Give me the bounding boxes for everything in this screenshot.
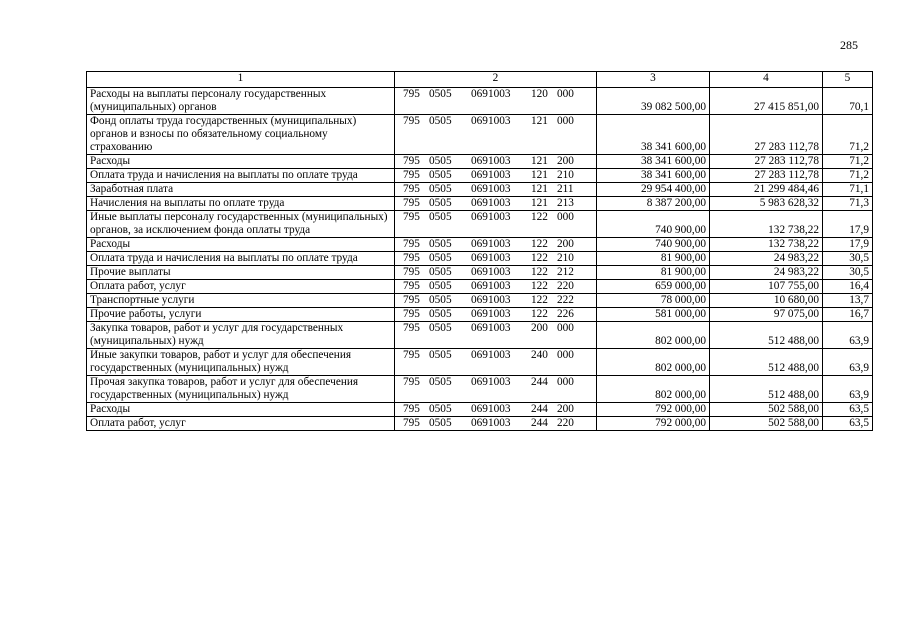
code-target-article: 0691003 — [471, 294, 511, 306]
table-row — [87, 88, 873, 115]
table-row — [87, 155, 873, 169]
code-kosgu: 220 — [557, 280, 574, 292]
code-department: 795 — [403, 417, 420, 429]
header-col-1: 1 — [87, 72, 395, 88]
row-percent: 30,5 — [823, 252, 873, 266]
row-description: Заработная плата — [87, 183, 395, 197]
row-fact-amount: 21 299 484,46 — [710, 183, 823, 197]
row-percent: 71,1 — [823, 183, 873, 197]
code-expense-type: 121 — [531, 169, 548, 181]
code-expense-type: 120 — [531, 88, 548, 100]
row-description: Фонд оплаты труда государственных (муниципальных) органов и взносы по обязательному социальному страхованию — [87, 115, 395, 155]
row-plan-amount: 81 900,00 — [597, 266, 710, 280]
code-department: 795 — [403, 238, 420, 250]
code-department: 795 — [403, 211, 420, 223]
row-description: Оплата труда и начисления на выплаты по оплате труда — [87, 252, 395, 266]
code-expense-type: 121 — [531, 183, 548, 195]
table-row — [87, 403, 873, 417]
code-expense-type: 244 — [531, 417, 548, 429]
code-department: 795 — [403, 294, 420, 306]
row-plan-amount: 659 000,00 — [597, 280, 710, 294]
row-fact-amount: 27 283 112,78 — [710, 155, 823, 169]
budget-table — [86, 71, 873, 431]
code-expense-type: 121 — [531, 155, 548, 167]
row-fact-amount: 502 588,00 — [710, 403, 823, 417]
code-section: 0505 — [429, 169, 452, 181]
code-target-article: 0691003 — [471, 308, 511, 320]
code-expense-type: 122 — [531, 252, 548, 264]
table-header — [87, 72, 873, 88]
code-kosgu: 200 — [557, 403, 574, 415]
code-section: 0505 — [429, 403, 452, 415]
code-kosgu: 000 — [557, 88, 574, 100]
code-expense-type: 121 — [531, 197, 548, 209]
row-codes — [395, 417, 597, 431]
row-description: Иные закупки товаров, работ и услуг для обеспечения государственных (муниципальных) нужд — [87, 349, 395, 376]
row-description: Прочие выплаты — [87, 266, 395, 280]
table-row — [87, 294, 873, 308]
code-section: 0505 — [429, 266, 452, 278]
row-fact-amount: 27 415 851,00 — [710, 88, 823, 115]
code-kosgu: 213 — [557, 197, 574, 209]
code-target-article: 0691003 — [471, 376, 511, 388]
row-codes — [395, 403, 597, 417]
table-row — [87, 349, 873, 376]
row-description: Оплата труда и начисления на выплаты по оплате труда — [87, 169, 395, 183]
code-department: 795 — [403, 169, 420, 181]
table-row — [87, 252, 873, 266]
row-percent: 71,2 — [823, 169, 873, 183]
row-description: Расходы на выплаты персоналу государственных (муниципальных) органов — [87, 88, 395, 115]
row-codes — [395, 280, 597, 294]
code-target-article: 0691003 — [471, 403, 511, 415]
code-kosgu: 210 — [557, 169, 574, 181]
code-target-article: 0691003 — [471, 238, 511, 250]
table-row — [87, 183, 873, 197]
code-section: 0505 — [429, 252, 452, 264]
code-department: 795 — [403, 183, 420, 195]
code-expense-type: 122 — [531, 238, 548, 250]
code-department: 795 — [403, 197, 420, 209]
code-section: 0505 — [429, 183, 452, 195]
row-fact-amount: 512 488,00 — [710, 322, 823, 349]
code-department: 795 — [403, 88, 420, 100]
code-kosgu: 200 — [557, 155, 574, 167]
row-description: Оплата работ, услуг — [87, 417, 395, 431]
row-codes — [395, 376, 597, 403]
code-department: 795 — [403, 115, 420, 127]
table-row — [87, 322, 873, 349]
row-fact-amount: 10 680,00 — [710, 294, 823, 308]
row-percent: 63,5 — [823, 403, 873, 417]
row-codes — [395, 88, 597, 115]
code-section: 0505 — [429, 115, 452, 127]
row-plan-amount: 39 082 500,00 — [597, 88, 710, 115]
code-target-article: 0691003 — [471, 169, 511, 181]
row-codes — [395, 349, 597, 376]
code-section: 0505 — [429, 376, 452, 388]
table-row — [87, 308, 873, 322]
code-kosgu: 000 — [557, 322, 574, 334]
table-row — [87, 238, 873, 252]
table-row — [87, 197, 873, 211]
code-section: 0505 — [429, 417, 452, 429]
row-plan-amount: 78 000,00 — [597, 294, 710, 308]
code-expense-type: 122 — [531, 266, 548, 278]
row-description: Закупка товаров, работ и услуг для государственных (муниципальных) нужд — [87, 322, 395, 349]
row-percent: 17,9 — [823, 211, 873, 238]
code-expense-type: 122 — [531, 280, 548, 292]
row-codes — [395, 115, 597, 155]
row-description: Расходы — [87, 155, 395, 169]
code-target-article: 0691003 — [471, 417, 511, 429]
row-codes — [395, 183, 597, 197]
row-fact-amount: 502 588,00 — [710, 417, 823, 431]
row-description: Иные выплаты персоналу государственных (муниципальных) органов, за исключением фонда оплаты труда — [87, 211, 395, 238]
code-kosgu: 211 — [557, 183, 574, 195]
header-col-3: 3 — [597, 72, 710, 88]
row-description: Расходы — [87, 238, 395, 252]
row-description: Прочая закупка товаров, работ и услуг для обеспечения государственных (муниципальных) нужд — [87, 376, 395, 403]
code-kosgu: 212 — [557, 266, 574, 278]
page-number: 285 — [840, 38, 858, 52]
row-description: Расходы — [87, 403, 395, 417]
row-codes — [395, 197, 597, 211]
row-plan-amount: 581 000,00 — [597, 308, 710, 322]
row-codes — [395, 308, 597, 322]
row-plan-amount: 29 954 400,00 — [597, 183, 710, 197]
table-row — [87, 169, 873, 183]
code-target-article: 0691003 — [471, 197, 511, 209]
row-percent: 17,9 — [823, 238, 873, 252]
code-department: 795 — [403, 349, 420, 361]
code-section: 0505 — [429, 88, 452, 100]
row-plan-amount: 38 341 600,00 — [597, 115, 710, 155]
table-body — [87, 88, 873, 431]
code-department: 795 — [403, 280, 420, 292]
code-target-article: 0691003 — [471, 252, 511, 264]
row-fact-amount: 512 488,00 — [710, 349, 823, 376]
code-section: 0505 — [429, 294, 452, 306]
code-expense-type: 121 — [531, 115, 548, 127]
row-fact-amount: 107 755,00 — [710, 280, 823, 294]
code-target-article: 0691003 — [471, 115, 511, 127]
row-percent: 13,7 — [823, 294, 873, 308]
code-section: 0505 — [429, 322, 452, 334]
code-kosgu: 222 — [557, 294, 574, 306]
code-target-article: 0691003 — [471, 322, 511, 334]
row-fact-amount: 97 075,00 — [710, 308, 823, 322]
row-description: Транспортные услуги — [87, 294, 395, 308]
row-codes — [395, 169, 597, 183]
header-col-2: 2 — [395, 72, 597, 88]
row-codes — [395, 238, 597, 252]
code-kosgu: 000 — [557, 211, 574, 223]
row-plan-amount: 802 000,00 — [597, 322, 710, 349]
code-kosgu: 220 — [557, 417, 574, 429]
code-department: 795 — [403, 322, 420, 334]
code-section: 0505 — [429, 211, 452, 223]
code-kosgu: 210 — [557, 252, 574, 264]
row-percent: 63,9 — [823, 349, 873, 376]
row-percent: 71,3 — [823, 197, 873, 211]
row-codes — [395, 266, 597, 280]
row-percent: 63,5 — [823, 417, 873, 431]
code-section: 0505 — [429, 308, 452, 320]
code-expense-type: 122 — [531, 308, 548, 320]
code-department: 795 — [403, 252, 420, 264]
code-section: 0505 — [429, 280, 452, 292]
code-kosgu: 000 — [557, 376, 574, 388]
row-fact-amount: 132 738,22 — [710, 238, 823, 252]
table-row — [87, 376, 873, 403]
table-row — [87, 115, 873, 155]
code-target-article: 0691003 — [471, 349, 511, 361]
code-expense-type: 122 — [531, 211, 548, 223]
code-target-article: 0691003 — [471, 155, 511, 167]
row-fact-amount: 512 488,00 — [710, 376, 823, 403]
code-expense-type: 200 — [531, 322, 548, 334]
code-expense-type: 122 — [531, 294, 548, 306]
code-department: 795 — [403, 308, 420, 320]
header-col-5: 5 — [823, 72, 873, 88]
header-row — [87, 72, 873, 88]
row-codes — [395, 211, 597, 238]
row-description: Оплата работ, услуг — [87, 280, 395, 294]
code-target-article: 0691003 — [471, 183, 511, 195]
code-department: 795 — [403, 376, 420, 388]
row-plan-amount: 740 900,00 — [597, 211, 710, 238]
code-target-article: 0691003 — [471, 211, 511, 223]
code-section: 0505 — [429, 197, 452, 209]
row-fact-amount: 27 283 112,78 — [710, 115, 823, 155]
table-row — [87, 266, 873, 280]
code-section: 0505 — [429, 238, 452, 250]
code-department: 795 — [403, 403, 420, 415]
row-percent: 16,7 — [823, 308, 873, 322]
row-codes — [395, 155, 597, 169]
row-fact-amount: 27 283 112,78 — [710, 169, 823, 183]
row-plan-amount: 792 000,00 — [597, 417, 710, 431]
row-codes — [395, 294, 597, 308]
row-percent: 71,2 — [823, 155, 873, 169]
row-percent: 63,9 — [823, 376, 873, 403]
row-plan-amount: 802 000,00 — [597, 349, 710, 376]
header-col-4: 4 — [710, 72, 823, 88]
code-section: 0505 — [429, 349, 452, 361]
code-target-article: 0691003 — [471, 280, 511, 292]
row-description: Прочие работы, услуги — [87, 308, 395, 322]
row-percent: 71,2 — [823, 115, 873, 155]
code-section: 0505 — [429, 155, 452, 167]
code-expense-type: 244 — [531, 403, 548, 415]
row-fact-amount: 5 983 628,32 — [710, 197, 823, 211]
row-plan-amount: 38 341 600,00 — [597, 155, 710, 169]
code-target-article: 0691003 — [471, 266, 511, 278]
row-plan-amount: 740 900,00 — [597, 238, 710, 252]
code-department: 795 — [403, 155, 420, 167]
row-percent: 16,4 — [823, 280, 873, 294]
code-kosgu: 000 — [557, 349, 574, 361]
table-row — [87, 211, 873, 238]
row-plan-amount: 38 341 600,00 — [597, 169, 710, 183]
row-fact-amount: 24 983,22 — [710, 252, 823, 266]
code-expense-type: 240 — [531, 349, 548, 361]
row-plan-amount: 802 000,00 — [597, 376, 710, 403]
code-kosgu: 200 — [557, 238, 574, 250]
row-percent: 63,9 — [823, 322, 873, 349]
code-kosgu: 000 — [557, 115, 574, 127]
code-expense-type: 244 — [531, 376, 548, 388]
row-percent: 30,5 — [823, 266, 873, 280]
row-plan-amount: 81 900,00 — [597, 252, 710, 266]
row-percent: 70,1 — [823, 88, 873, 115]
code-target-article: 0691003 — [471, 88, 511, 100]
table-row — [87, 417, 873, 431]
row-plan-amount: 792 000,00 — [597, 403, 710, 417]
row-fact-amount: 24 983,22 — [710, 266, 823, 280]
code-kosgu: 226 — [557, 308, 574, 320]
row-plan-amount: 8 387 200,00 — [597, 197, 710, 211]
row-codes — [395, 252, 597, 266]
row-fact-amount: 132 738,22 — [710, 211, 823, 238]
table-row — [87, 280, 873, 294]
row-codes — [395, 322, 597, 349]
code-department: 795 — [403, 266, 420, 278]
row-description: Начисления на выплаты по оплате труда — [87, 197, 395, 211]
